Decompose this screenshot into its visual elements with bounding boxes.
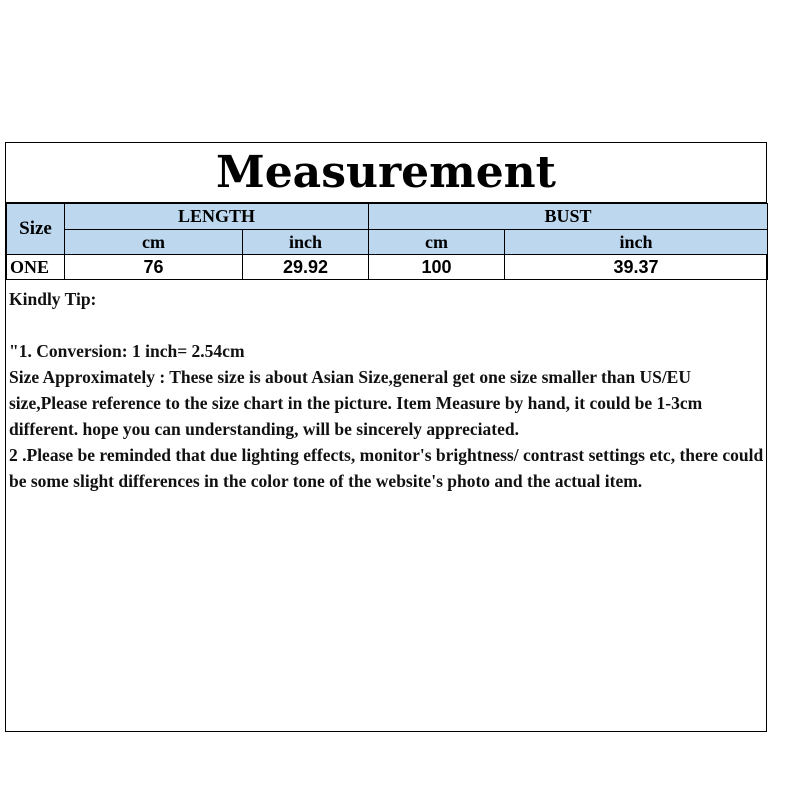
tips-spacer (9, 312, 764, 338)
tips-section (9, 286, 764, 494)
tips-size-approx: Size Approximately : These size is about Asian Size,general get one size smaller than US/EU size,Please reference to the size chart in the picture. Item Measure by hand, it could be 1-3cm different. hope you can understanding, will be sincerely appreciated. (9, 367, 703, 439)
bust-group-header: BUST (369, 204, 768, 230)
bust-inch-cell: 39.37 (505, 255, 768, 280)
tips-color-notice: 2 .Please be reminded that due lighting effects, monitor's brightness/ contrast settings etc, there could be some slight differences in the color tone of the website's photo and the actual item. (9, 445, 764, 491)
table-row (7, 255, 768, 280)
tips-conversion: "1. Conversion: 1 inch= 2.54cm (9, 341, 245, 361)
size-chart-table (6, 203, 768, 280)
unit-header-length-cm: cm (65, 230, 243, 255)
group-header-row (7, 204, 768, 230)
unit-header-length-inch: inch (243, 230, 369, 255)
length-group-header: LENGTH (65, 204, 369, 230)
unit-header-row (7, 230, 768, 255)
length-inch-cell: 29.92 (243, 255, 369, 280)
size-column-header: Size (7, 204, 65, 255)
length-cm-cell: 76 (65, 255, 243, 280)
page-title: Measurement (6, 143, 766, 203)
tips-heading: Kindly Tip: (9, 289, 97, 309)
unit-header-bust-cm: cm (369, 230, 505, 255)
unit-header-bust-inch: inch (505, 230, 768, 255)
measurement-card (5, 142, 767, 732)
size-cell: ONE (7, 255, 65, 280)
bust-cm-cell: 100 (369, 255, 505, 280)
